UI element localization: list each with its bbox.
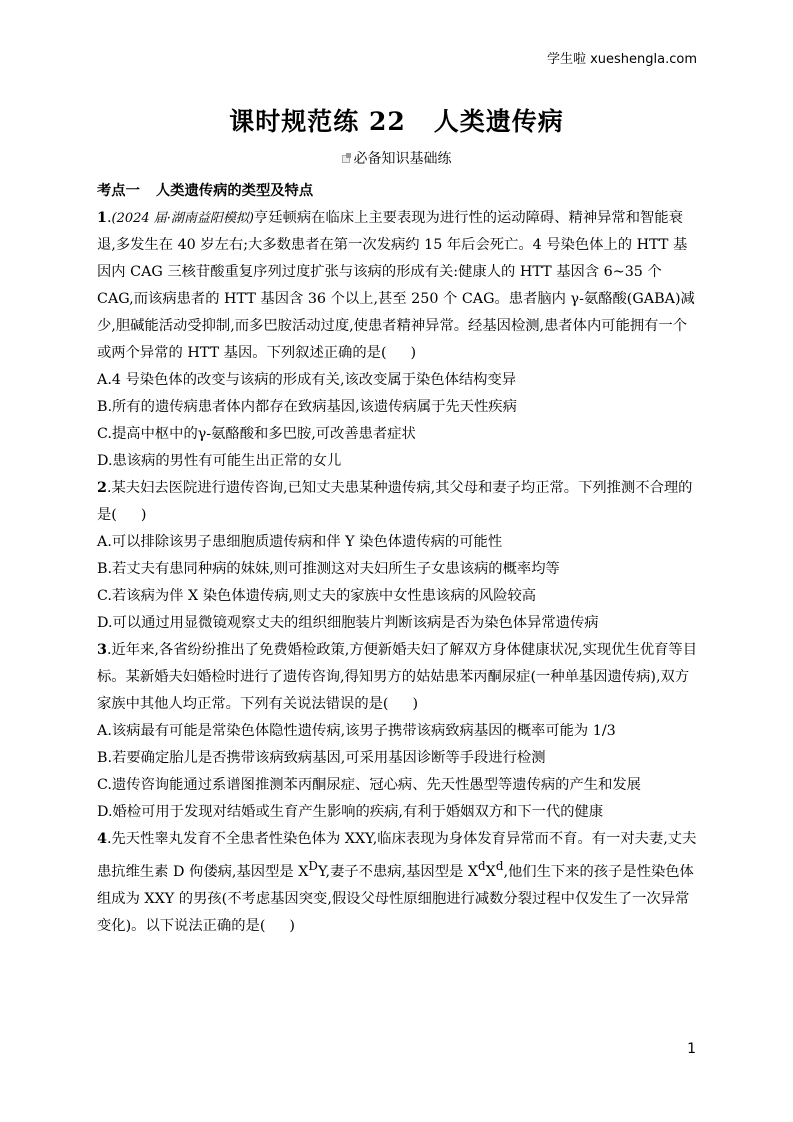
option: A.4 号染色体的改变与该病的形成有关,该改变属于染色体结构变异 — [97, 372, 517, 388]
option: D.婚检可用于发现对结婚或生育产生影响的疾病,有利于婚姻双方和下一代的健康 — [97, 804, 604, 820]
option: B.所有的遗传病患者体内都存在致病基因,该遗传病属于先天性疾病 — [97, 399, 517, 415]
kaodian-heading — [97, 178, 699, 205]
option: B.若要确定胎儿是否携带该病致病基因,可采用基因诊断等手段进行检测 — [97, 750, 546, 766]
option: A.可以排除该男子患细胞质遗传病和伴 Y 染色体遗传病的可能性 — [97, 534, 503, 550]
content — [97, 178, 699, 940]
watermark: 学生啦 xueshengla.com — [546, 52, 697, 67]
page-title — [0, 102, 793, 138]
question-source: (2024 届·湖南益阳模拟) — [111, 211, 254, 226]
section-icon — [342, 153, 352, 163]
question-3-stem — [97, 637, 699, 718]
section-label — [0, 148, 793, 168]
question-bracket-end: ) — [412, 696, 419, 712]
question-number: 1 — [97, 210, 107, 226]
question-4-stem — [97, 826, 699, 940]
question-bracket-end: ) — [410, 345, 417, 361]
option: C.提高中枢中的γ-氨酪酸和多巴胺,可改善患者症状 — [97, 426, 416, 442]
question-text: Y,妻子不患病,基因型是 X — [317, 863, 479, 880]
question-text: .近年来,各省纷纷推出了免费婚检政策,方便新婚夫妇了解双方身体健康状况,实现优生优育等目标。某新婚夫妇婚检时进行了遗传咨询,得知男方的姑姑患苯丙酮尿症(一种单基因遗传病),双方家族中其他人均正常。下列有关说法错误的是( — [97, 642, 698, 712]
page-number: 1 — [687, 1041, 696, 1057]
superscript-d: d — [478, 859, 486, 873]
question-text: .某夫妇去医院进行遗传咨询,已知丈夫患某种遗传病,其父母和妻子均正常。下列推测不合理的是( — [97, 480, 693, 523]
option: B.若丈夫有患同种病的妹妹,则可推测这对夫妇所生子女患该病的概率均等 — [97, 561, 560, 577]
question-text: .先天性睾丸发育不全患者性染色体为 XXY,临床表现为身体发育异常而不育。有一对夫妻,丈夫患抗维生素 D 佝偻病,基因型是 X — [97, 831, 697, 880]
question-2-stem — [97, 475, 699, 529]
question-number: 4 — [97, 831, 107, 847]
question-1-stem: 1.(2024 届·湖南益阳模拟)亨廷顿病在临床上主要表现为进行性的运动障碍、精神异常和智能衰退,多发生在 40 岁左右;大多数患者在第一次发病约 15 年后会死亡。4 号染色体上的 HTT 基因内 CAG 三核苷酸重复序列过度扩张与该病的形成有关:健康人的 HTT 基因含 6~35 个 CAG,而该病患者的 HTT 基因含 36 个以上,甚至 250 个 CAG。患者脑内 γ-氨酪酸(GABA)减少,胆碱能活动受抑制,而多巴胺活动过度,使患者精神异常。经基因检测,患者体内可能拥有一个或两个异常的 HTT 基因。下列叙述正确的是( ) — [97, 210, 695, 361]
option: C.遗传咨询能通过系谱图推测苯丙酮尿症、冠心病、先天性愚型等遗传病的产生和发展 — [97, 777, 641, 793]
question-bracket-end: ) — [140, 507, 147, 523]
question-bracket-end: ) — [289, 917, 295, 934]
question-number: 2 — [97, 480, 107, 496]
option: A.该病最有可能是常染色体隐性遗传病,该男子携带该病致病基因的概率可能为 1/3 — [97, 723, 616, 739]
title-left: 课时规范练 22 — [229, 107, 406, 136]
superscript-D: D — [308, 859, 318, 873]
option: C.若该病为伴 X 染色体遗传病,则丈夫的家族中女性患该病的风险较高 — [97, 588, 537, 604]
section-label-text: 必备知识基础练 — [353, 151, 452, 167]
question-text: 亨廷顿病在临床上主要表现为进行性的运动障碍、精神异常和智能衰退,多发生在 40 岁左右;大多数患者在第一次发病约 15 年后会死亡。4 号染色体上的 HTT 基因内 CAG 三核苷酸重复序列过度扩张与该病的形成有关:健康人的 HTT 基因含 6~35 个 CAG,而该病患者的 HTT 基因含 36 个以上,甚至 250 个 CAG。患者脑内 γ-氨酪酸(GABA)减少,胆碱能活动受抑制,而多巴胺活动过度,使患者精神异常。经基因检测,患者体内可能拥有一个或两个异常的 HTT 基因。下列叙述正确的是( — [97, 210, 695, 361]
superscript-d: d — [495, 859, 504, 873]
question-text: X — [485, 863, 496, 880]
option: D.患该病的男性有可能生出正常的女儿 — [97, 453, 342, 469]
question-number: 3 — [97, 642, 107, 658]
question-text: ,他们生下来的孩子是性染色体组成为 XXY 的男孩(不考虑基因突变,假设父母性原细胞进行减数分裂过程中仅发生了一次异常变化)。以下说法正确的是( — [97, 863, 694, 934]
title-right: 人类遗传病 — [433, 107, 564, 136]
kaodian-text: 人类遗传病的类型及特点 — [155, 183, 314, 199]
option: D.可以通过用显微镜观察丈夫的组织细胞装片判断该病是否为染色体异常遗传病 — [97, 615, 599, 631]
kaodian-label: 考点一 — [97, 183, 140, 199]
